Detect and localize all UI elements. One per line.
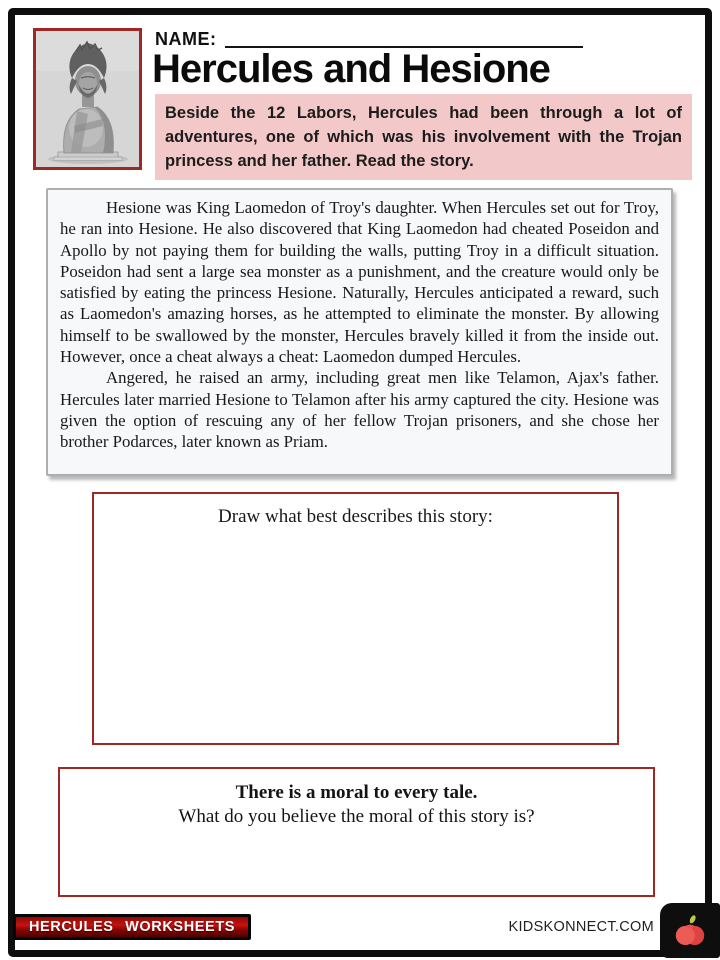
kidskonnect-label: KIDSKONNECT.COM [508, 919, 654, 935]
page-title: Hercules and Hesione [152, 47, 550, 91]
statue-photo [33, 28, 142, 170]
apple-logo-box [660, 903, 720, 958]
name-label: NAME: [155, 29, 217, 49]
moral-heading: There is a moral to every tale. [235, 782, 478, 803]
intro-callout: Beside the 12 Labors, Hercules had been through a lot of adventures, one of which was his involvement with the Trojan princess and her father. Read the story. [155, 94, 692, 180]
draw-prompt: Draw what best describes this story: [218, 506, 493, 527]
story-paragraph-2: Angered, he raised an army, including great men like Telamon, Ajax's father. Hercules later married Hesione to Telamon after his army captured the city. Hesione was given the option of rescuing any of her fellow Trojan prisoners, and she chose her brother Podarces, later known as Priam. [60, 368, 659, 452]
story-paragraph-1: Hesione was King Laomedon of Troy's daughter. When Hercules set out for Troy, he ran into Hesione. He also discovered that King Laomedon had cheated Poseidon and Apollo by not paying them for building the walls, putting Troy in a difficult situation. Poseidon had sent a large sea monster as a punishment, and the creature would only be satisfied by eating the princess Hesione. Naturally, Hercules anticipated a reward, such as Laomedon's amazing horses, as he attempted to eliminate the monster. By allowing himself to be swallowed by the monster, Hercules bravely killed it from the inside out. However, once a cheat always a cheat: Laomedon dumped Hercules. [60, 198, 659, 367]
hercules-bust-image [36, 31, 139, 167]
apple-icon [672, 912, 708, 950]
worksheet-series-badge: HERCULES WORKSHEETS [13, 914, 251, 940]
name-blank-line[interactable] [225, 28, 584, 48]
moral-question: What do you believe the moral of this story is? [178, 806, 535, 827]
moral-answer-area[interactable] [60, 831, 653, 895]
name-row [155, 26, 583, 48]
drawing-box [92, 492, 619, 745]
moral-box [58, 767, 655, 897]
drawing-area[interactable] [94, 538, 617, 743]
story-panel [46, 188, 673, 476]
